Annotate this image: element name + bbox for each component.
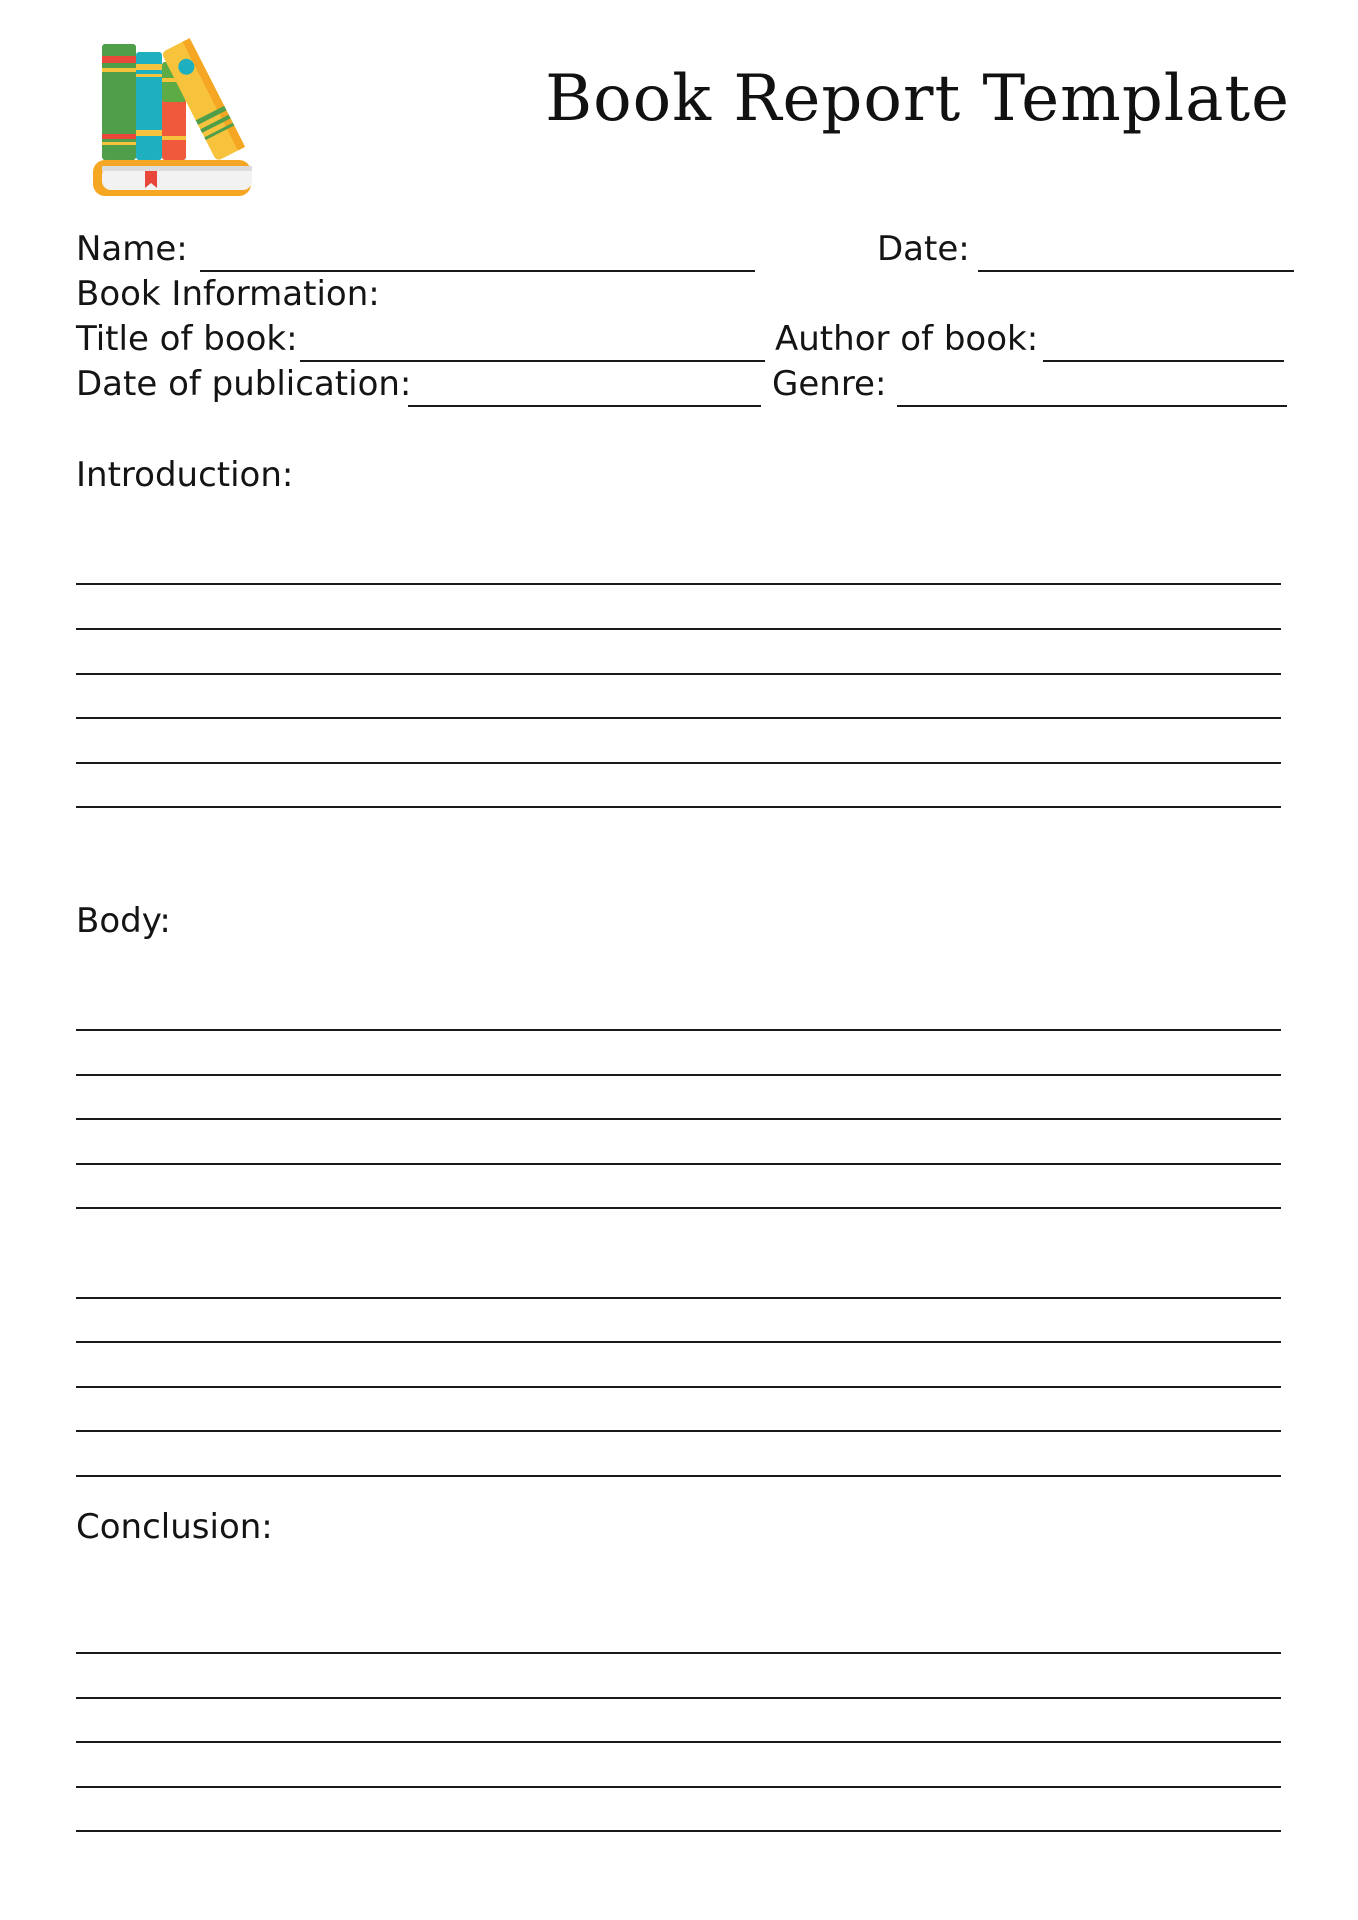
publication-field[interactable]: [408, 405, 761, 407]
writing-line: [76, 583, 1281, 585]
writing-line: [76, 1074, 1281, 1076]
writing-line: [76, 1163, 1281, 1165]
date-label: Date:: [877, 229, 970, 269]
writing-line: [76, 628, 1281, 630]
writing-line: [76, 1386, 1281, 1388]
body-label: Body:: [76, 901, 171, 941]
genre-field[interactable]: [897, 405, 1287, 407]
conclusion-label: Conclusion:: [76, 1507, 273, 1547]
introduction-label: Introduction:: [76, 455, 294, 495]
writing-line: [76, 1207, 1281, 1209]
writing-line: [76, 1652, 1281, 1654]
writing-line: [76, 1697, 1281, 1699]
name-field[interactable]: [200, 270, 755, 272]
book-information-label: Book Information:: [76, 274, 380, 314]
writing-line: [76, 762, 1281, 764]
author-label: Author of book:: [775, 319, 1039, 359]
writing-line: [76, 806, 1281, 808]
writing-line: [76, 1118, 1281, 1120]
writing-line: [76, 1341, 1281, 1343]
writing-line: [76, 1475, 1281, 1477]
writing-line: [76, 1297, 1281, 1299]
page-title: Book Report Template: [545, 62, 1290, 136]
date-field[interactable]: [978, 270, 1294, 272]
writing-line: [76, 717, 1281, 719]
genre-label: Genre:: [772, 364, 887, 404]
title-field[interactable]: [300, 360, 765, 362]
writing-line: [76, 1741, 1281, 1743]
writing-line: [76, 1430, 1281, 1432]
writing-line: [76, 1830, 1281, 1832]
publication-label: Date of publication:: [76, 364, 412, 404]
author-field[interactable]: [1043, 360, 1284, 362]
stack-of-books-icon: [90, 38, 260, 200]
writing-line: [76, 1786, 1281, 1788]
writing-line: [76, 673, 1281, 675]
writing-line: [76, 1029, 1281, 1031]
name-label: Name:: [76, 229, 188, 269]
title-label: Title of book:: [76, 319, 298, 359]
